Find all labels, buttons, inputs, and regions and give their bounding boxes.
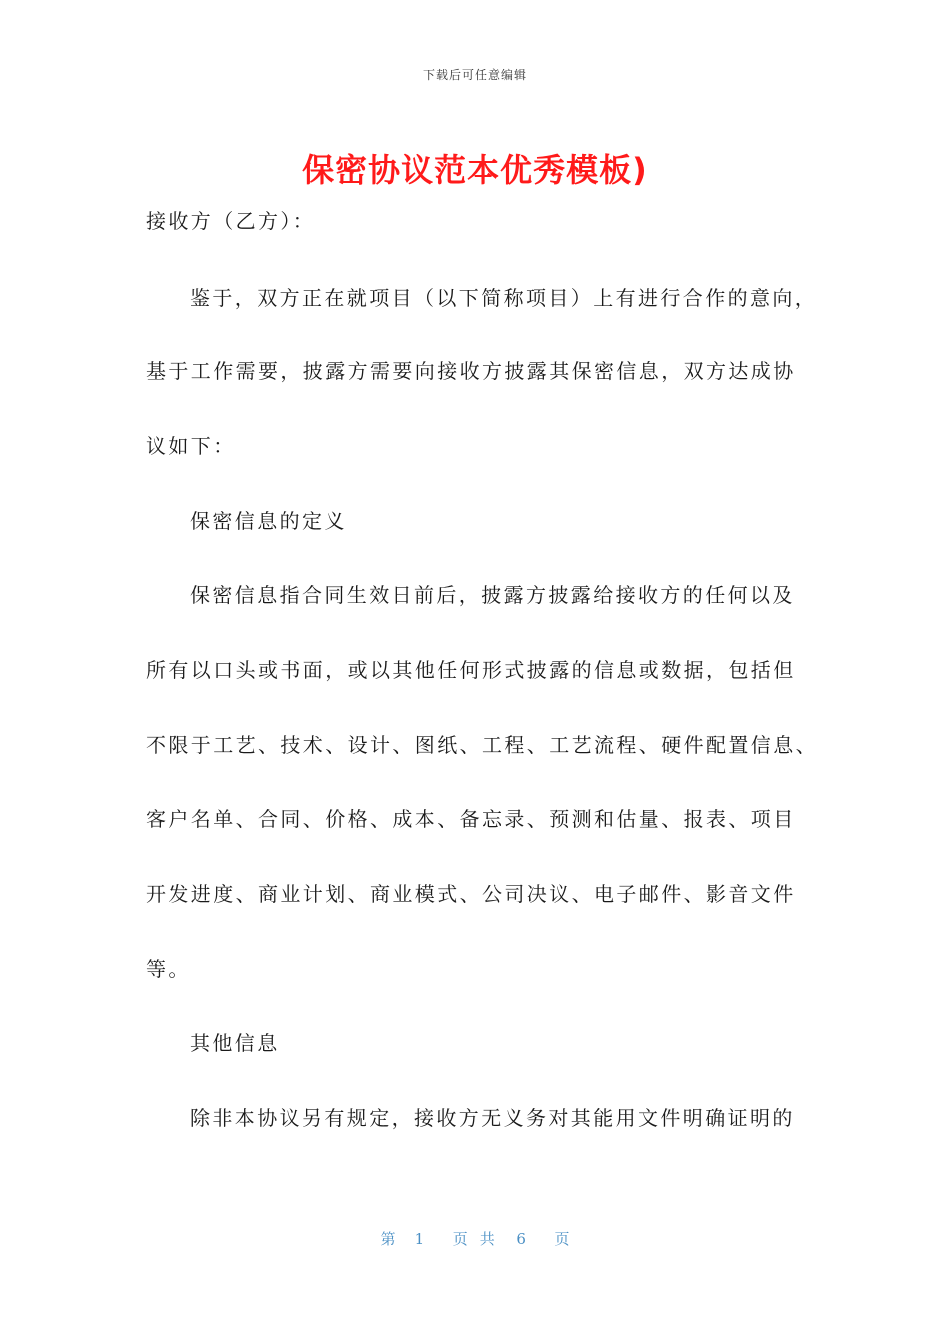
page-footer	[0, 1228, 950, 1249]
paragraph-line: 议如下：	[146, 434, 236, 458]
document-title: 保密协议范本优秀模板)	[302, 151, 648, 189]
paragraph-line: 等。	[146, 957, 191, 981]
section-heading: 保密信息的定义	[190, 509, 347, 533]
footer-current-page: 1	[414, 1230, 425, 1248]
paragraph-line: 除非本协议另有规定，接收方无义务对其能用文件明确证明的	[190, 1106, 795, 1130]
footer-label-page: 第	[380, 1230, 396, 1248]
section-heading: 其他信息	[190, 1031, 280, 1055]
paragraph-line: 鉴于，双方正在就项目（以下简称项目）上有进行合作的意向，	[190, 286, 818, 310]
paragraph-line: 开发进度、商业计划、商业模式、公司决议、电子邮件、影音文件	[146, 882, 796, 906]
paragraph-line: 所有以口头或书面，或以其他任何形式披露的信息或数据，包括但	[146, 658, 796, 682]
footer-label-total: 页共	[452, 1230, 507, 1248]
footer-label-end: 页	[554, 1230, 570, 1248]
footer-total-pages: 6	[516, 1230, 526, 1248]
paragraph-line: 保密信息指合同生效日前后，披露方披露给接收方的任何以及	[190, 583, 795, 607]
paragraph-line: 不限于工艺、技术、设计、图纸、工程、工艺流程、硬件配置信息、	[146, 733, 818, 757]
paragraph-line: 基于工作需要，披露方需要向接收方披露其保密信息，双方达成协	[146, 359, 796, 383]
paragraph-line: 客户名单、合同、价格、成本、备忘录、预测和估量、报表、项目	[146, 807, 796, 831]
page-header-note: 下载后可任意编辑	[422, 68, 527, 82]
recipient-party-line: 接收方（乙方）：	[146, 209, 316, 233]
